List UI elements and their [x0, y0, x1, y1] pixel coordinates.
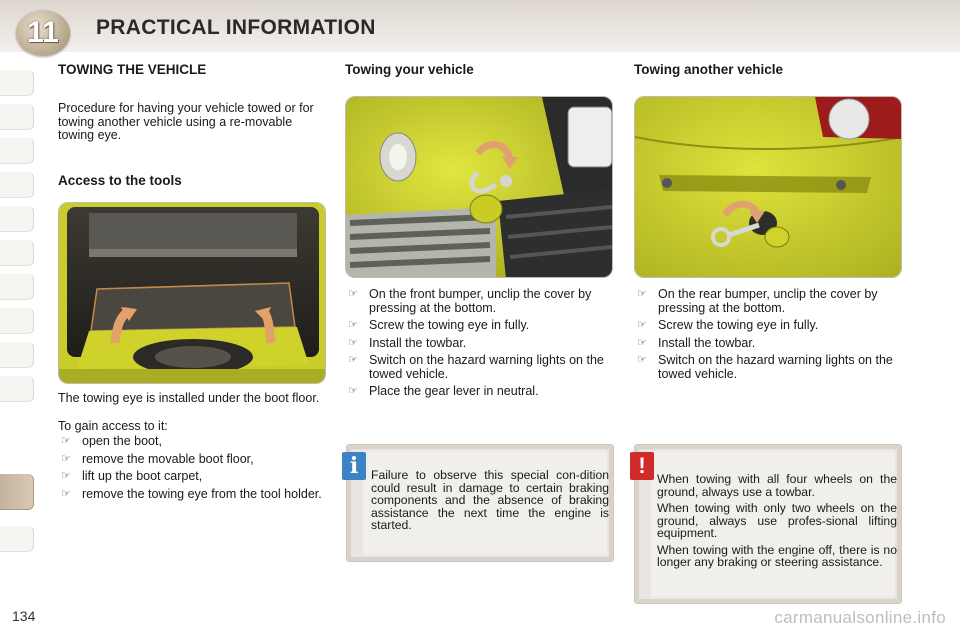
- hand-pointer-icon: ☞: [637, 336, 647, 349]
- chapter-tab[interactable]: [0, 172, 34, 198]
- list-item: ☞ On the rear bumper, unclip the cover by pressing at the bottom.: [637, 287, 878, 315]
- warning-paragraph: When towing with all four wheels on the ground, always use a towbar.: [657, 472, 897, 499]
- chapter-tab[interactable]: [0, 104, 34, 130]
- watermark: carmanualsonline.info: [774, 608, 946, 627]
- info-icon: i: [342, 452, 366, 480]
- intro-text: Procedure for having your vehicle towed or for towing another vehicle using a re-movable towing eye.: [58, 101, 314, 142]
- chapter-badge: 11: [16, 10, 70, 56]
- list-item: ☞ open the boot,: [61, 434, 162, 448]
- rear-bumper-photo: [634, 96, 902, 278]
- chapter-tab[interactable]: [0, 70, 34, 96]
- boot-floor-text: The towing eye is installed under the boot floor.: [58, 391, 320, 405]
- hand-pointer-icon: ☞: [348, 336, 358, 349]
- chapter-tab[interactable]: [0, 206, 34, 232]
- list-item: ☞ remove the movable boot floor,: [61, 451, 254, 466]
- hand-pointer-icon: ☞: [61, 452, 71, 465]
- access-text: To gain access to it:: [58, 419, 168, 433]
- hand-pointer-icon: ☞: [637, 354, 647, 366]
- hand-pointer-icon: ☞: [637, 288, 647, 300]
- section-heading: Towing another vehicle: [634, 62, 784, 77]
- hand-pointer-icon: ☞: [348, 385, 358, 397]
- page-number: 134: [12, 608, 36, 624]
- front-bumper-illustration: [346, 97, 613, 278]
- warning-box: [634, 444, 902, 604]
- section-heading: Towing your vehicle: [345, 62, 474, 77]
- access-steps-list: [58, 435, 330, 505]
- chapter-tab[interactable]: [0, 342, 34, 368]
- hand-pointer-icon: ☞: [61, 435, 71, 447]
- chapter-tab[interactable]: [0, 526, 34, 552]
- boot-photo: [58, 202, 326, 384]
- list-item: ☞ Switch on the hazard warning lights on the towed vehicle.: [348, 353, 604, 381]
- list-item: ☞ lift up the boot carpet,: [61, 469, 203, 483]
- chapter-tab[interactable]: [0, 308, 34, 334]
- towing-another-vehicle-steps: [634, 288, 908, 385]
- front-bumper-photo: [345, 96, 613, 278]
- hand-pointer-icon: ☞: [348, 288, 358, 300]
- page-title: PRACTICAL INFORMATION: [96, 16, 376, 39]
- list-item: ☞ Screw the towing eye in fully.: [637, 318, 819, 332]
- list-item: ☞ Install the towbar.: [637, 335, 756, 350]
- list-item: ☞ On the front bumper, unclip the cover by pressing at the bottom.: [348, 287, 592, 315]
- warning-icon: !: [630, 452, 654, 480]
- list-item: ☞ Install the towbar.: [348, 335, 467, 350]
- chapter-tab[interactable]: [0, 240, 34, 266]
- chapter-tab[interactable]: [0, 274, 34, 300]
- hand-pointer-icon: ☞: [348, 354, 358, 366]
- hand-pointer-icon: ☞: [61, 470, 71, 482]
- chapter-tabs: [0, 56, 34, 576]
- hand-pointer-icon: ☞: [637, 319, 647, 331]
- towing-your-vehicle-steps: [345, 288, 619, 403]
- warning-paragraph: When towing with the engine off, there is no longer any braking or steering assistance.: [657, 542, 897, 569]
- info-box: [346, 444, 614, 562]
- list-item: ☞ remove the towing eye from the tool holder.: [61, 486, 322, 501]
- chapter-tab[interactable]: [0, 138, 34, 164]
- warning-box-text: [657, 473, 897, 573]
- chapter-tab[interactable]: [0, 376, 34, 402]
- hand-pointer-icon: ☞: [348, 319, 358, 331]
- warning-paragraph: When towing with only two wheels on the ground, always use profes-sional lifting equipment.: [657, 501, 897, 540]
- chapter-tab-active[interactable]: [0, 474, 34, 510]
- rear-bumper-illustration: [635, 97, 902, 278]
- boot-illustration: [59, 203, 326, 384]
- hand-pointer-icon: ☞: [61, 487, 71, 500]
- list-item: ☞ Screw the towing eye in fully.: [348, 318, 530, 332]
- info-box-text: Failure to observe this special con-dition could result in damage to certain braking components and the absence of braking assistance the next time the engine is started.: [371, 468, 609, 532]
- section-heading: TOWING THE VEHICLE: [58, 62, 207, 77]
- list-item: ☞ Place the gear lever in neutral.: [348, 384, 539, 398]
- list-item: ☞ Switch on the hazard warning lights on the towed vehicle.: [637, 353, 893, 381]
- subsection-heading: Access to the tools: [58, 173, 182, 188]
